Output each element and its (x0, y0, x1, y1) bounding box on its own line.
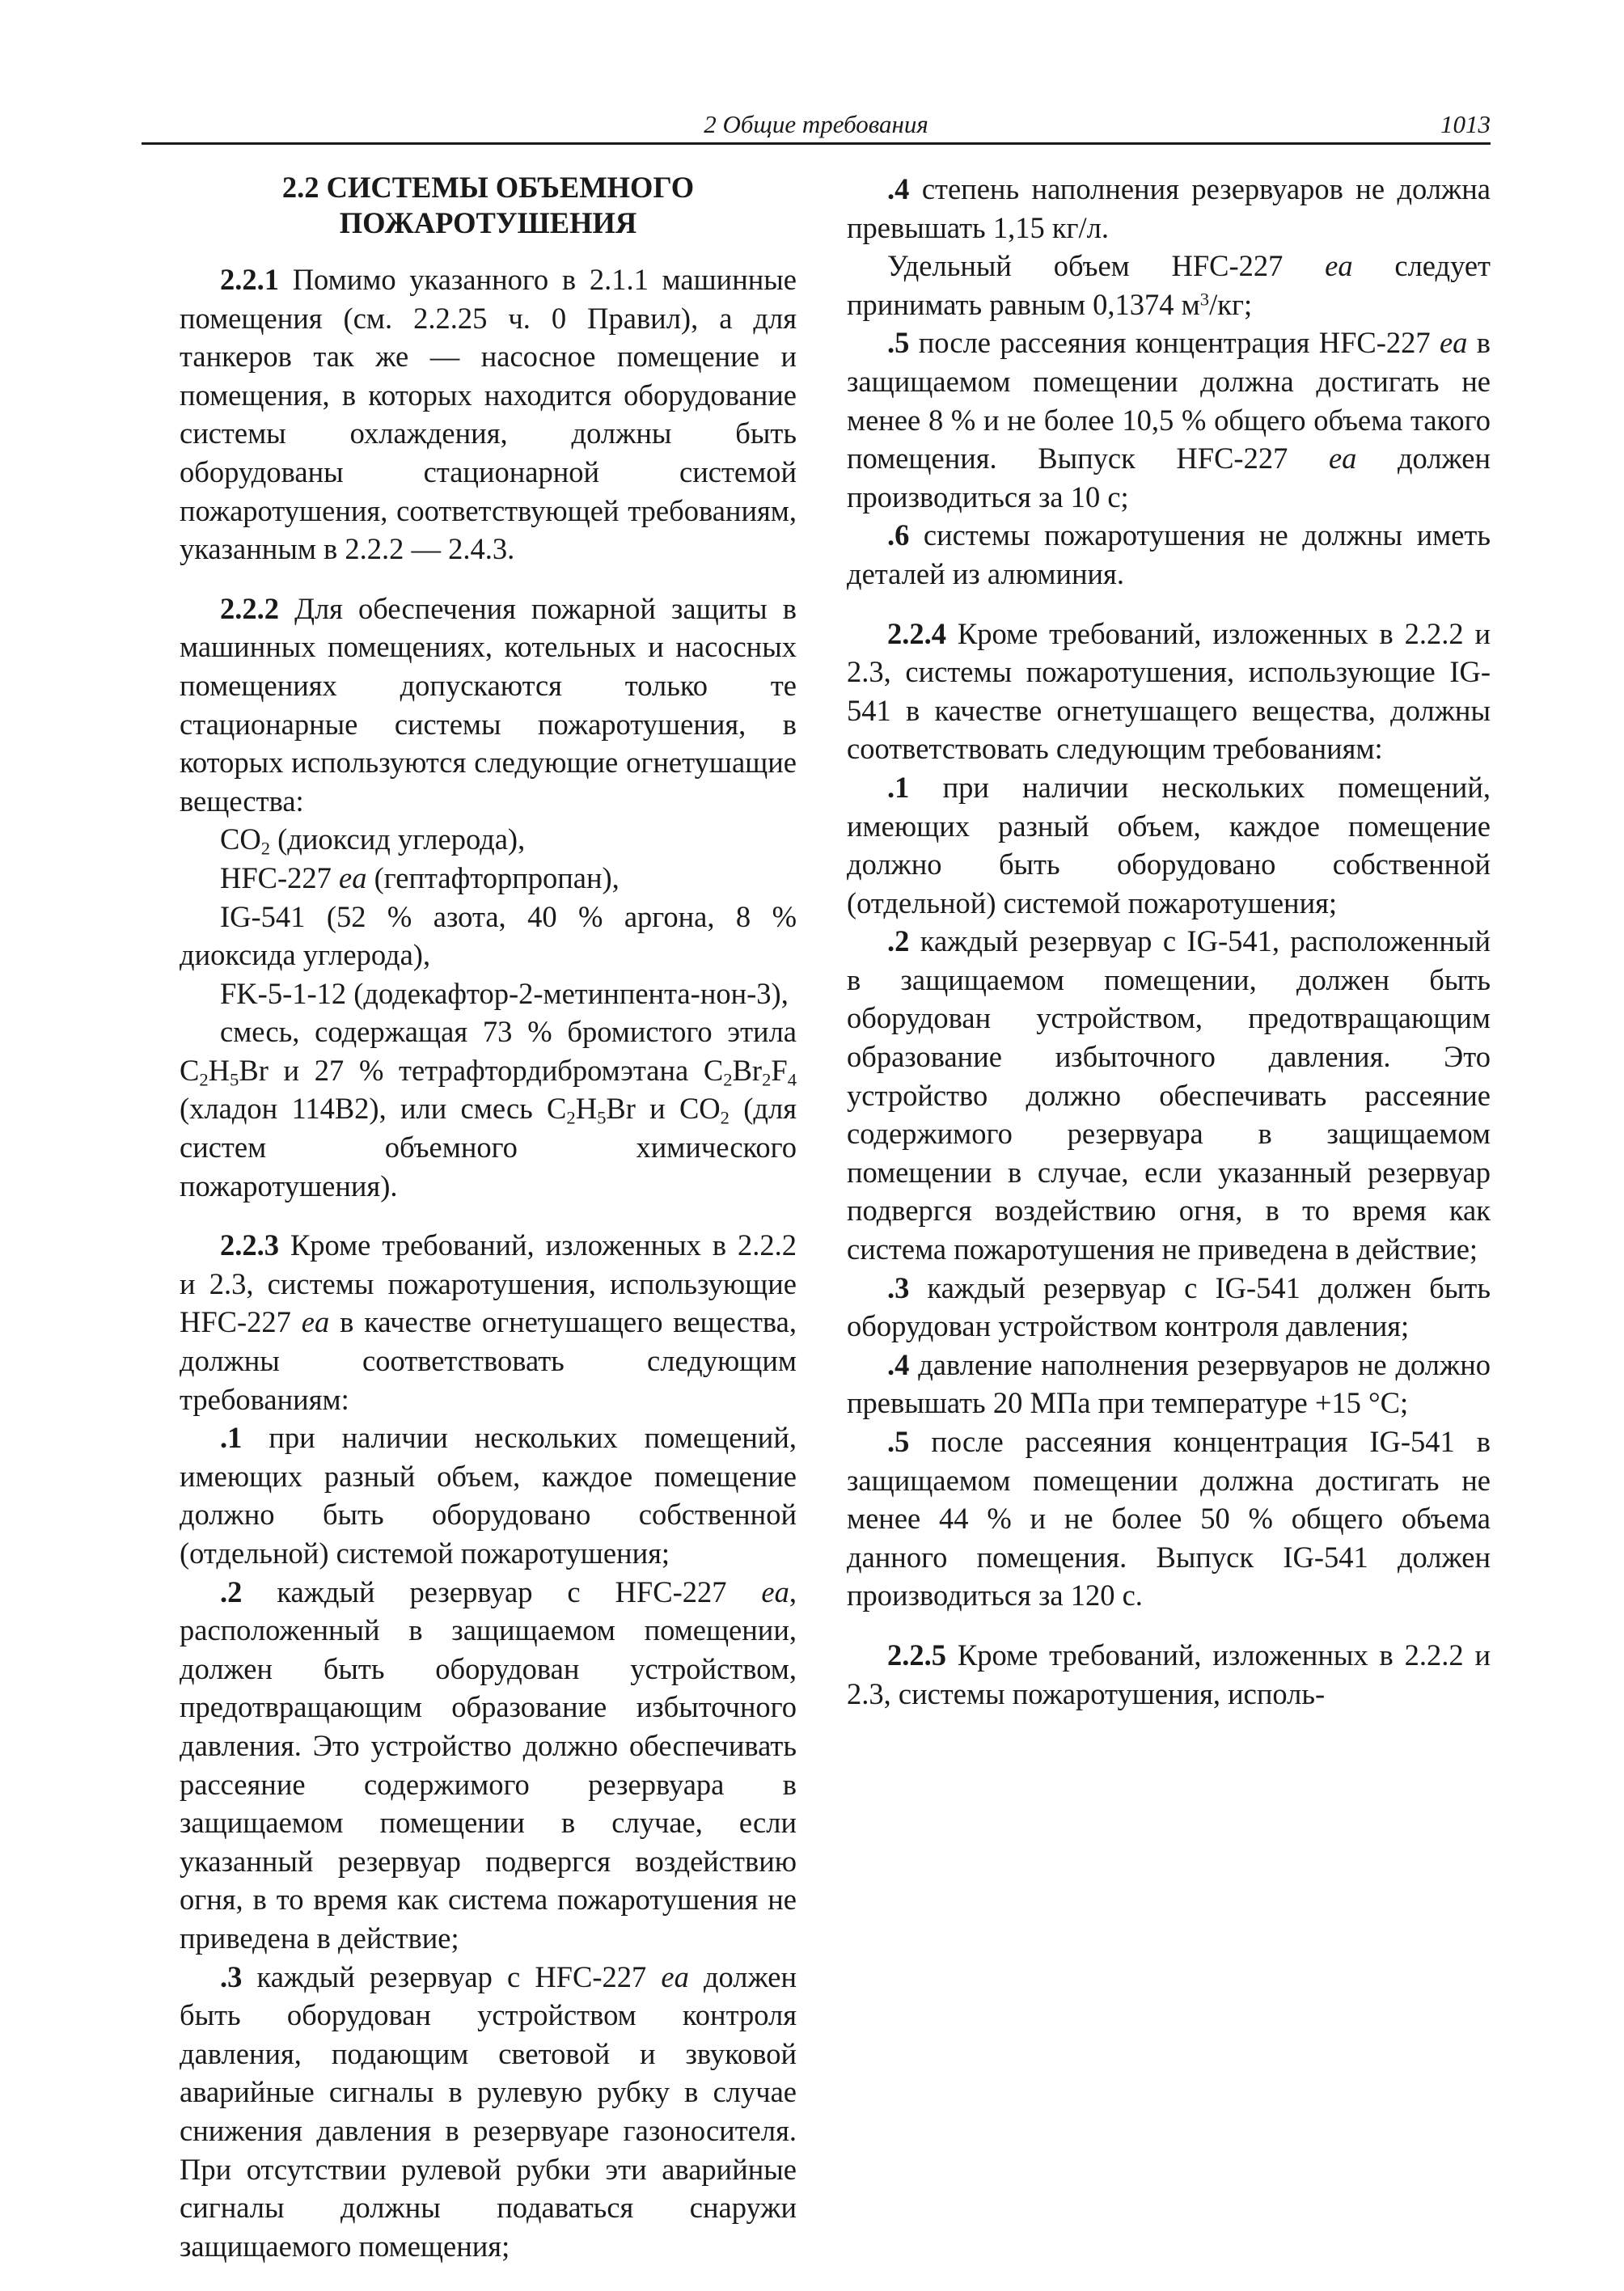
agent-co2: $CO_2$ (диоксид углерода), (220, 822, 526, 859)
item-2-2-3-1: .1 при наличии нескольких помещений, имеющих разный объем, каждое помещение должно быть оборудовано собственной (отдельной) системой пожаротушения; (180, 1421, 797, 1570)
paragraph-2-2-3: 2.2.3 Кроме требований, изложенных в 2.2.2 и 2.3, системы пожаротушения, использующие HFC-227 ea в качестве огнетушащего вещества, должны соответствовать следующим требованиям: (180, 1228, 797, 1416)
item-2-2-4-4: .4 давление наполнения резервуаров не должно превышать 20 МПа при температуре +15 °С; (847, 1347, 1491, 1420)
agent-fk-5-1-12: FK-5-1-12 (додекафтор-2-метинпента-нон-3), (220, 976, 789, 1010)
agent-hfc-227ea: HFC-227 ea (гептафторпропан), (220, 860, 620, 894)
running-title: 2 Общие требования (704, 110, 928, 138)
item-2-2-4-1: .1 при наличии нескольких помещений, имеющих разный объем, каждое помещение должно быть оборудовано собственной (отдельной) системой пожаротушения; (847, 770, 1491, 919)
item-2-2-3-3: .3 каждый резервуар с HFC-227 ea должен быть оборудован устройством контроля давления, подающим световой и звуковой аварийные сигналы в рулевую рубку в случае снижения давления в резервуаре газоносителя. При отсутствии рулевой рубки эти аварийные сигналы должны подаваться снаружи защищаемого помещения; (180, 1959, 797, 2263)
section-title: 2.2 СИСТЕМЫ ОБЪЕМНОГО ПОЖАРОТУШЕНИЯ (281, 171, 695, 239)
running-header (142, 107, 1491, 145)
agent-ig-541: IG-541 (52 % азота, 40 % аргона, 8 % диоксида углерода), (180, 899, 797, 972)
page-number: 1013 (1440, 110, 1491, 138)
left-column (180, 170, 797, 2265)
item-2-2-4-5: .5 после рассеяния концентрация IG-541 в защищаемом помещении должна достигать не менее 44 % и не более 50 % общего объема данного помещения. Выпуск IG-541 должен производиться за 120 с. (847, 1425, 1491, 1613)
clause-number: 2.2.2 (220, 591, 279, 625)
item-2-2-4-2: .2 каждый резервуар с IG-541, расположенный в защищаемом помещении, должен быть оборудован устройством, предотвращающим образование избыточного давления. Это устройство должно обеспечивать рассеяние содержимого резервуара в защищаемом помещении в случае, если указанный резервуар подвергся воздействию огня, в то время как система пожаротушения не приведена в действие; (847, 924, 1491, 1266)
clause-number: 2.2.1 (220, 263, 279, 296)
paragraph-2-2-4: 2.2.4 Кроме требований, изложенных в 2.2.2 и 2.3, системы пожаротушения, использующие IG-541 в качестве огнетушащего вещества, должны соответствовать следующим требованиям: (847, 616, 1491, 766)
clause-number: 2.2.4 (887, 616, 946, 650)
right-column (847, 170, 1491, 1713)
paragraph-2-2-1: 2.2.1 Помимо указанного в 2.1.1 машинные помещения (см. 2.2.25 ч. 0 Правил), а для танкеров так же — насосное помещение и помещения, в которых находится оборудование системы охлаждения, должны быть оборудованы стационарной системой пожаротушения, соответствующей требованиям, указанным в 2.2.2 — 2.4.3. (180, 263, 797, 566)
clause-number: 2.2.5 (887, 1638, 946, 1672)
agent-halon-mixture: смесь, содержащая 73 % бромистого этила $C_2H_5Br$ и 27 % тетрафтордибромэтана $C_2Br_2F_4$ (хладон 114В2), или смесь $C_2H_5Br$ и $CO_2$ (для систем объемного химического пожаротушения). (180, 1015, 797, 1203)
paragraph-2-2-2: 2.2.2 Для обеспечения пожарной защиты в машинных помещениях, котельных и насосных помещениях допускаются только те стационарные системы пожаротушения, в которых используются следующие огнетушащие вещества: (180, 591, 797, 818)
item-2-2-4-3: .3 каждый резервуар с IG-541 должен быть оборудован устройством контроля давления; (847, 1270, 1491, 1343)
specific-volume-note: Удельный объем HFC-227 ea следует принимать равным 0,1374 $м^3/кг$; (847, 249, 1491, 321)
clause-number: 2.2.3 (220, 1228, 279, 1262)
item-2-2-3-4: .4 степень наполнения резервуаров не должна превышать 1,15 кг/л. (847, 172, 1491, 244)
paragraph-2-2-5: 2.2.5 Кроме требований, изложенных в 2.2.2 и 2.3, системы пожаротушения, исполь- (847, 1638, 1491, 1710)
item-2-2-3-5: .5 после рассеяния концентрация HFC-227 ea в защищаемом помещении должна достигать не менее 8 % и не более 10,5 % общего объема такого помещения. Выпуск HFC-227 ea должен производиться за 10 с; (847, 326, 1491, 514)
item-2-2-3-6: .6 системы пожаротушения не должны иметь деталей из алюминия. (847, 518, 1491, 590)
item-2-2-3-2: .2 каждый резервуар с HFC-227 ea, расположенный в защищаемом помещении, должен быть оборудован устройством, предотвращающим образование избыточного давления. Это устройство должно обеспечивать рассеяние содержимого резервуара в защищаемом помещении в случае, если указанный резервуар подвергся воздействию огня, в то время как система пожаротушения не приведена в действие; (180, 1575, 797, 1955)
